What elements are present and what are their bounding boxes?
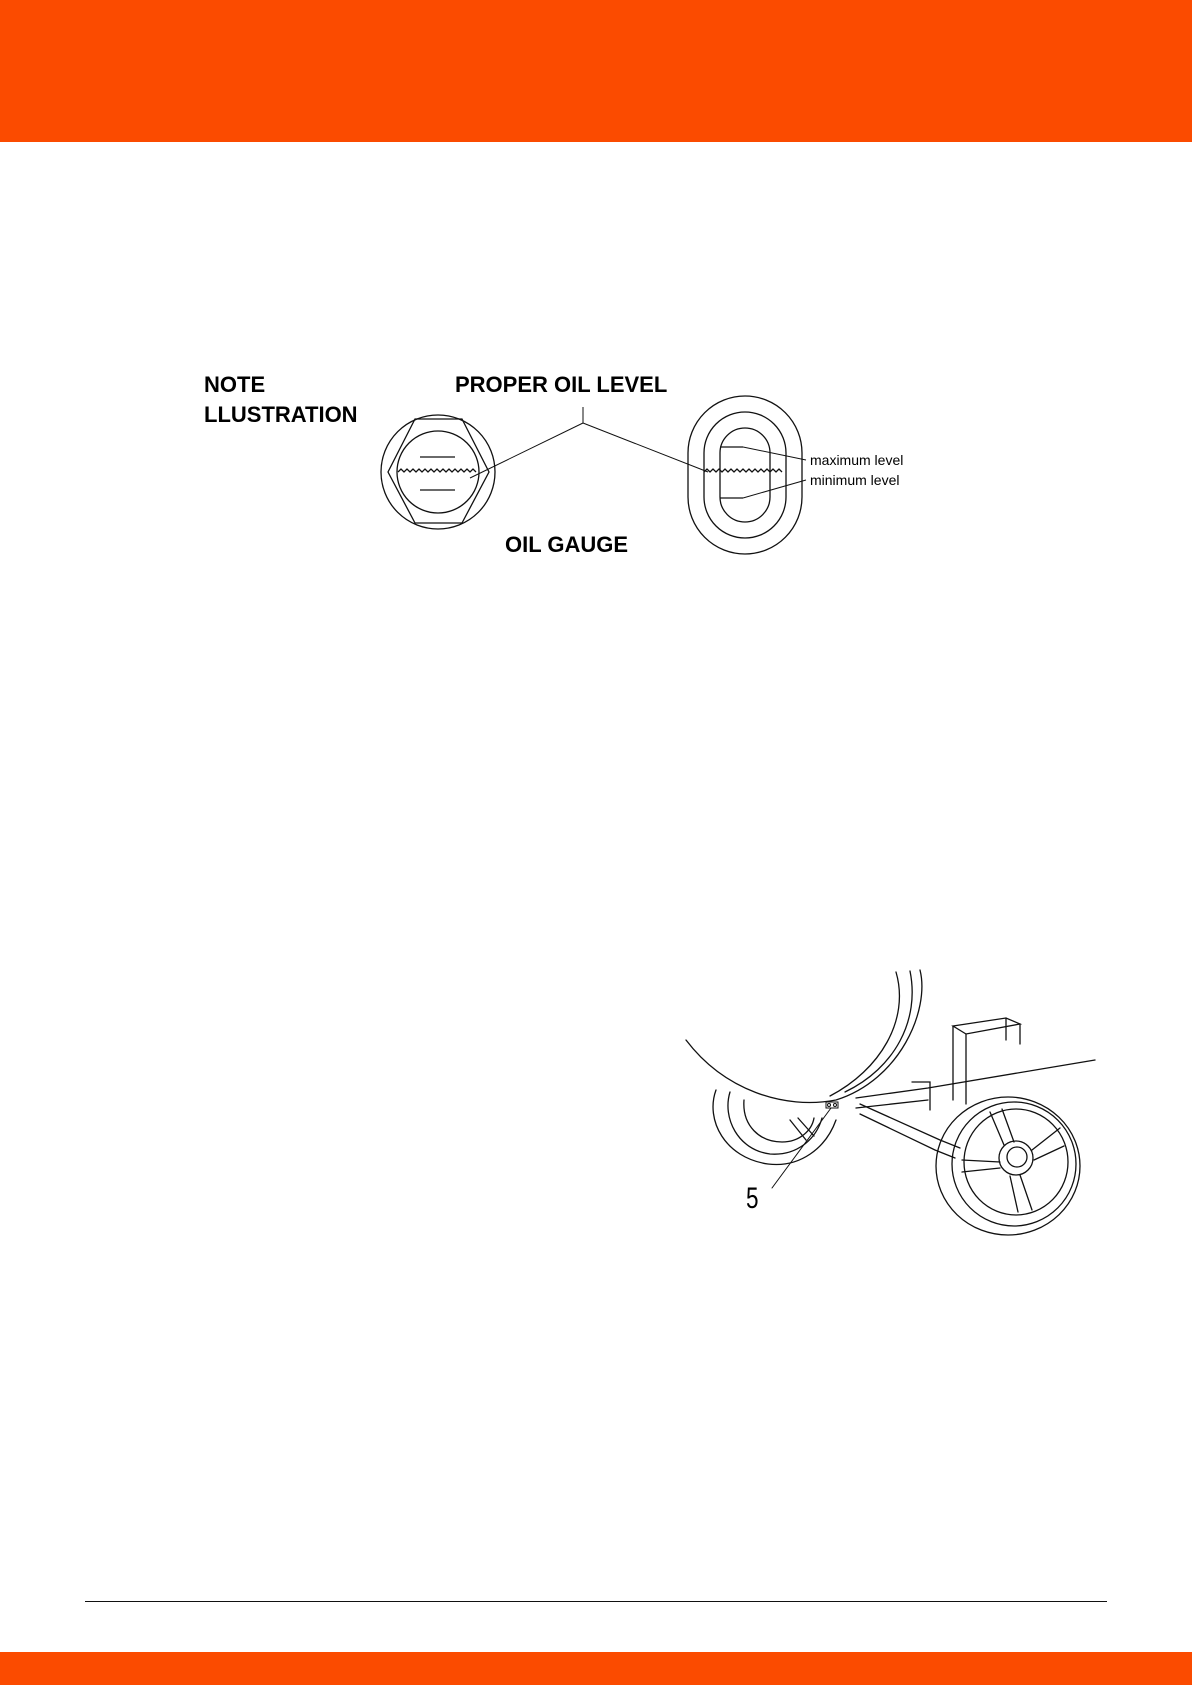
front-wheel [936, 1097, 1080, 1235]
compressor-drain-illustration [686, 970, 1095, 1235]
minimum-level-label: minimum level [810, 472, 900, 488]
oil-level-diagram [381, 396, 806, 557]
proper-oil-level-label: PROPER OIL LEVEL [455, 372, 668, 397]
footer-rule [85, 1601, 1107, 1602]
oil-gauge-label: OIL GAUGE [505, 532, 629, 557]
drain-valve [772, 1102, 838, 1188]
footer-band [0, 1652, 1192, 1685]
drain-callout-number: 5 [746, 1182, 759, 1215]
handle-bracket [912, 1018, 1020, 1110]
oil-level-leaders [470, 407, 806, 498]
rear-wheel [713, 1090, 836, 1165]
illustration-label: LLUSTRATION [204, 402, 358, 427]
note-label: NOTE [204, 372, 266, 397]
sight-glass-left [381, 415, 495, 529]
sight-glass-right [688, 396, 802, 554]
chassis-frame [856, 1060, 1095, 1158]
maximum-level-label: maximum level [810, 452, 904, 468]
